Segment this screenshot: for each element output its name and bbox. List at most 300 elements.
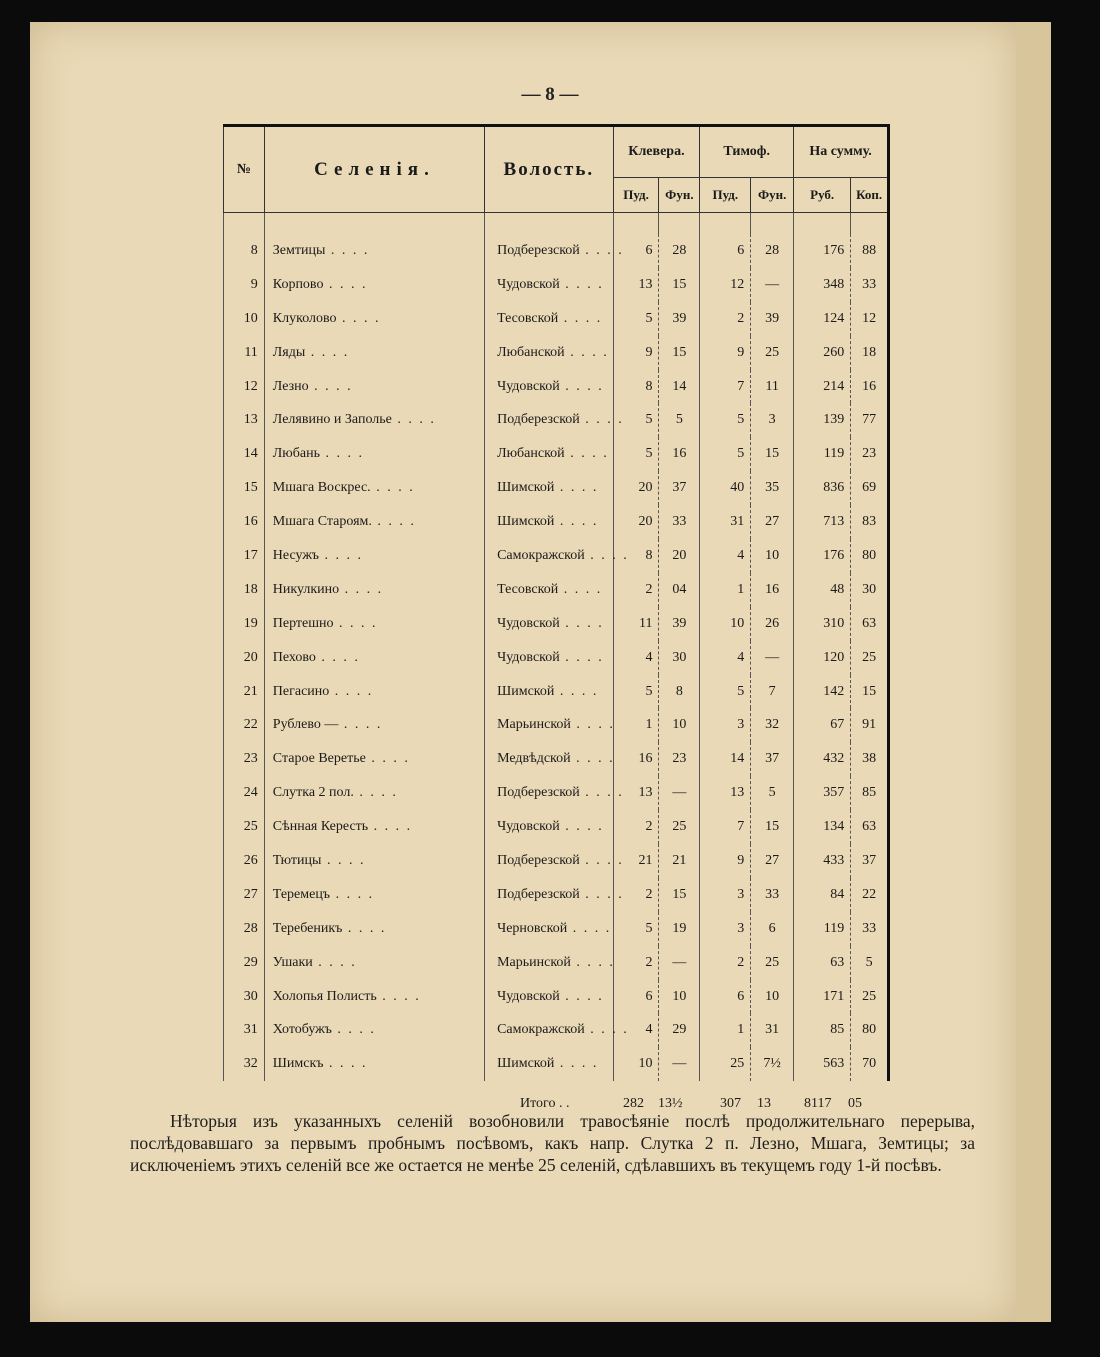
row-num-text: 16 [243,514,258,530]
leader-dots: . . . . [559,378,604,394]
row-num-text: 29 [243,954,258,970]
clover-fun [659,641,700,675]
leader-dots: . . . . [554,514,599,530]
table-row [224,742,889,776]
village-name [264,776,484,810]
row-num-text: 17 [243,547,258,563]
sum-kop-text: 88 [862,242,877,258]
volost-name-text: Подберезской [497,886,580,902]
row-num [224,675,265,709]
clover-fun [659,878,700,912]
row-num [224,336,265,370]
clover-fun [659,810,700,844]
sum-rub [794,912,851,946]
clover-fun-text: 15 [672,344,687,360]
leader-dots: . . . . [554,480,599,496]
table-row [224,1047,889,1081]
sum-kop [851,437,889,471]
village-name [264,234,484,268]
sum-kop-text: 33 [862,920,877,936]
row-num-text: 12 [243,378,258,394]
clover-fun [659,573,700,607]
table-row [224,302,889,336]
sum-rub [794,844,851,878]
leader-dots: . . . . [559,649,604,665]
village-name [264,539,484,573]
clover-pud-text: 6 [645,988,653,1004]
row-num [224,708,265,742]
village-name [264,505,484,539]
village-name [264,268,484,302]
sum-kop-text: 63 [862,819,877,835]
row-num [224,1047,265,1081]
clover-pud-text: 2 [645,819,653,835]
timothy-pud-text: 10 [730,615,745,631]
clover-pud-text: 5 [645,920,653,936]
sum-rub-text: 176 [823,547,845,563]
volost-name [485,370,614,404]
clover-fun [659,607,700,641]
clover-fun [659,1013,700,1047]
row-num [224,912,265,946]
leader-dots: . . . . [312,954,357,970]
leader-dots: . . . . [338,717,383,733]
clover-fun [659,471,700,505]
timothy-pud-text: 6 [737,988,745,1004]
leader-dots: . . . . [321,852,366,868]
timothy-fun-text: 6 [768,920,776,936]
clover-pud-text: 2 [645,886,653,902]
village-name [264,336,484,370]
header-clover: Клевера. [613,126,700,178]
row-num-text: 28 [243,920,258,936]
leader-dots: . . . . [370,480,415,496]
row-num-text: 14 [243,446,258,462]
timothy-fun-text: 11 [765,378,779,394]
timothy-fun [751,742,794,776]
timothy-pud [700,336,751,370]
sum-rub [794,471,851,505]
sum-rub [794,302,851,336]
row-num-text: 20 [243,649,258,665]
sum-kop [851,539,889,573]
page-number: — 8 — [521,84,579,105]
table-row [224,675,889,709]
leader-dots: . . . . [336,310,381,326]
timothy-pud [700,607,751,641]
clover-fun [659,505,700,539]
header-timothy-pud: Пуд. [700,178,751,213]
leader-dots: . . . . [368,819,413,835]
row-num-text: 18 [243,581,258,597]
village-name [264,1047,484,1081]
sum-kop-text: 85 [862,785,877,801]
timothy-pud-text: 9 [737,852,745,868]
volost-name [485,878,624,912]
row-num [224,268,265,302]
row-num [224,471,265,505]
timothy-pud [700,471,751,505]
leader-dots: . . . . [371,514,416,530]
row-num [224,844,265,878]
clover-fun-text: 15 [672,886,687,902]
village-name-text: Пехово [272,649,316,665]
leader-dots: . . . . [579,852,624,868]
timothy-pud [700,912,751,946]
sum-rub [794,505,851,539]
village-name [264,471,484,505]
sum-kop-text: 30 [862,581,877,597]
clover-fun-text: 29 [672,1022,687,1038]
village-name-text: Никулкино [272,581,340,597]
timothy-fun [751,370,794,404]
sum-rub [794,675,851,709]
clover-fun-text: 39 [672,615,687,631]
row-num [224,607,265,641]
sum-rub [794,980,851,1014]
row-num [224,1013,265,1047]
row-num-text: 15 [243,480,258,496]
header-timothy-fun: Фун. [751,178,794,213]
sum-kop-text: 15 [862,683,877,699]
clover-pud-text: 13 [638,785,653,801]
sum-kop [851,912,889,946]
clover-pud-text: 6 [645,242,653,258]
timothy-fun [751,471,794,505]
sum-kop [851,708,889,742]
timothy-pud-text: 25 [730,1056,745,1072]
sum-kop [851,471,889,505]
timothy-pud [700,403,751,437]
volost-name-text: Марьинской [497,717,571,733]
sum-kop [851,641,889,675]
sum-kop [851,844,889,878]
volost-name-text: Подберезской [497,785,580,801]
sum-kop-text: 25 [862,649,877,665]
table-row [224,776,889,810]
leader-dots: . . . . [570,954,615,970]
clover-fun-text: 25 [672,819,687,835]
sum-rub [794,336,851,370]
leader-dots: . . . . [570,751,615,767]
timothy-fun [751,844,794,878]
clover-pud-text: 5 [645,446,653,462]
clover-fun-text: 21 [672,852,687,868]
clover-fun [659,980,700,1014]
sum-rub [794,403,851,437]
clover-fun [659,268,700,302]
clover-fun-text: — [672,785,687,801]
row-num [224,505,265,539]
leader-dots: . . . . [579,785,624,801]
timothy-fun-text: 39 [765,310,780,326]
village-name-text: Теребеникъ [272,920,343,936]
volost-name [485,1013,629,1047]
table-row [224,336,889,370]
table-row [224,946,889,980]
village-name [264,302,484,336]
table-row [224,810,889,844]
sum-kop-text: 25 [862,988,877,1004]
village-name-text: Холопья Полисть [272,988,377,1004]
clover-pud-text: 2 [645,581,653,597]
timothy-pud [700,505,751,539]
leader-dots: . . . . [353,785,398,801]
sum-kop [851,946,889,980]
header-volost: Волость. [485,126,614,213]
table-row [224,268,889,302]
volost-name-text: Марьинской [497,954,571,970]
volost-name [485,641,614,675]
leader-dots: . . . . [570,717,615,733]
sum-kop-text: 33 [862,276,877,292]
totals-timothy-fun: 13 [757,1096,771,1111]
sum-rub [794,708,851,742]
clover-fun-text: 20 [672,547,687,563]
totals-rub: 8117 [804,1096,832,1111]
leader-dots: . . . . [579,242,624,258]
timothy-fun [751,776,794,810]
timothy-pud-text: 13 [730,785,745,801]
totals-clover-pud: 282 [623,1096,644,1111]
totals-kop: 05 [848,1096,862,1111]
clover-pud [613,336,659,370]
timothy-pud-text: 14 [730,751,745,767]
row-num [224,980,265,1014]
volost-name-text: Самокражской [497,547,585,563]
sum-rub-text: 433 [823,852,845,868]
sum-rub [794,370,851,404]
volost-name [485,437,614,471]
village-name-text: Пегасино [272,683,330,699]
timothy-pud-text: 2 [737,954,745,970]
timothy-fun-text: 5 [768,785,776,801]
timothy-pud [700,1013,751,1047]
sum-kop-text: 77 [862,412,877,428]
timothy-pud-text: 2 [737,310,745,326]
volost-name-text: Черновской [497,920,568,936]
row-num [224,878,265,912]
timothy-pud [700,268,751,302]
sum-rub [794,573,851,607]
volost-name-text: Тесовской [497,581,559,597]
sum-rub [794,946,851,980]
sum-rub-text: 67 [830,717,845,733]
volost-name-text: Чудовской [497,988,560,1004]
village-name-text: Шимскъ [272,1056,324,1072]
table-row [224,471,889,505]
sum-kop [851,878,889,912]
clover-pud [613,437,659,471]
volost-name-text: Чудовской [497,276,560,292]
timothy-pud-text: 4 [737,547,745,563]
header-kop: Коп. [851,178,889,213]
leader-dots: . . . . [558,310,603,326]
timothy-pud-text: 1 [737,1022,745,1038]
timothy-fun-text: — [765,649,780,665]
leader-dots: . . . . [376,988,421,1004]
village-name [264,607,484,641]
row-num [224,742,265,776]
sum-kop [851,675,889,709]
timothy-pud-text: 3 [737,886,745,902]
row-num [224,234,265,268]
timothy-fun [751,708,794,742]
table-row [224,505,889,539]
clover-fun [659,437,700,471]
village-name-text: Старое Веретье [272,751,366,767]
clover-pud-text: 4 [645,1022,653,1038]
leader-dots: . . . . [323,276,368,292]
clover-fun [659,776,700,810]
totals-timothy-pud: 307 [720,1096,741,1111]
leader-dots: . . . . [554,683,599,699]
village-name-text: Ляды [272,344,306,360]
sum-kop [851,1013,889,1047]
sum-kop-text: 22 [862,886,877,902]
timothy-pud [700,573,751,607]
sum-rub-text: 432 [823,751,845,767]
timothy-pud [700,675,751,709]
leader-dots: . . . . [559,988,604,1004]
clover-pud-text: 21 [638,852,653,868]
village-name [264,437,484,471]
timothy-pud [700,539,751,573]
clover-fun-text: 39 [672,310,687,326]
leader-dots: . . . . [342,920,387,936]
sum-kop [851,742,889,776]
leader-dots: . . . . [558,581,603,597]
sum-rub [794,268,851,302]
clover-pud [613,946,659,980]
leader-dots: . . . . [584,547,629,563]
clover-fun-text: 16 [672,446,687,462]
leader-dots: . . . . [325,242,370,258]
timothy-fun [751,573,794,607]
clover-pud [613,370,659,404]
clover-fun [659,844,700,878]
totals-clover-fun: 13½ [658,1096,683,1111]
leader-dots: . . . . [584,1022,629,1038]
leader-dots: . . . . [319,547,364,563]
volost-name [485,607,614,641]
row-num-text: 8 [250,242,258,258]
sum-kop [851,234,889,268]
sum-kop [851,573,889,607]
table-row [224,878,889,912]
table-row [224,234,889,268]
timothy-pud-text: 7 [737,378,745,394]
sum-kop-text: 12 [862,310,877,326]
village-name [264,641,484,675]
row-num-text: 22 [243,717,258,733]
village-name [264,810,484,844]
timothy-fun [751,912,794,946]
row-num [224,302,265,336]
volost-name-text: Шимской [497,683,555,699]
timothy-fun-text: 25 [765,344,780,360]
leader-dots: . . . . [333,615,378,631]
village-name-text: Мшага Староям. [272,514,372,530]
sum-rub-text: 563 [823,1056,845,1072]
timothy-fun-text: 10 [765,547,780,563]
header-sum: На сумму. [794,126,889,178]
timothy-fun [751,810,794,844]
village-name [264,912,484,946]
totals-label: Итого . . [520,1096,570,1111]
clover-pud-text: 5 [645,412,653,428]
sum-kop [851,370,889,404]
volost-name [485,946,614,980]
row-num-text: 19 [243,615,258,631]
timothy-pud [700,742,751,776]
timothy-fun [751,878,794,912]
sum-rub-text: 119 [823,446,845,462]
timothy-pud-text: 5 [737,446,745,462]
volost-name-text: Тесовской [497,310,559,326]
table-row [224,1013,889,1047]
volost-name-text: Любанской [497,446,565,462]
table-row [224,980,889,1014]
table-row [224,641,889,675]
sum-rub-text: 48 [830,581,845,597]
volost-name [485,708,614,742]
timothy-fun-text: 33 [765,886,780,902]
sum-rub-text: 357 [823,785,845,801]
timothy-pud-text: 6 [737,242,745,258]
timothy-fun [751,641,794,675]
clover-fun [659,336,700,370]
sum-rub-text: 124 [823,310,845,326]
volost-name-text: Чудовской [497,819,560,835]
leader-dots: . . . . [330,886,375,902]
timothy-fun-text: 7½ [763,1056,781,1072]
clover-fun [659,946,700,980]
village-name-text: Тютицы [272,852,322,868]
timothy-fun-text: 7 [768,683,776,699]
volost-name-text: Подберезской [497,242,580,258]
timothy-fun-text: 37 [765,751,780,767]
clover-fun [659,912,700,946]
clover-fun-text: 8 [675,683,683,699]
village-name [264,370,484,404]
clover-pud [613,607,659,641]
sum-kop [851,810,889,844]
table-row [224,708,889,742]
sum-rub-text: 176 [823,242,845,258]
sum-kop-text: 16 [862,378,877,394]
sum-rub [794,878,851,912]
sum-kop-text: 80 [862,1022,877,1038]
clover-fun-text: — [672,1056,687,1072]
timothy-fun [751,607,794,641]
village-name-text: Любань [272,446,320,462]
leader-dots: . . . . [315,649,360,665]
sum-kop-text: 70 [862,1056,877,1072]
leader-dots: . . . . [564,344,609,360]
sum-rub-text: 63 [830,954,845,970]
clover-fun [659,403,700,437]
timothy-pud-text: 31 [730,514,745,530]
row-num [224,946,265,980]
timothy-fun [751,946,794,980]
clover-pud-text: 2 [645,954,653,970]
row-num-text: 31 [243,1022,258,1038]
clover-pud [613,505,659,539]
clover-fun-text: 23 [672,751,687,767]
village-name [264,1013,484,1047]
clover-fun [659,675,700,709]
